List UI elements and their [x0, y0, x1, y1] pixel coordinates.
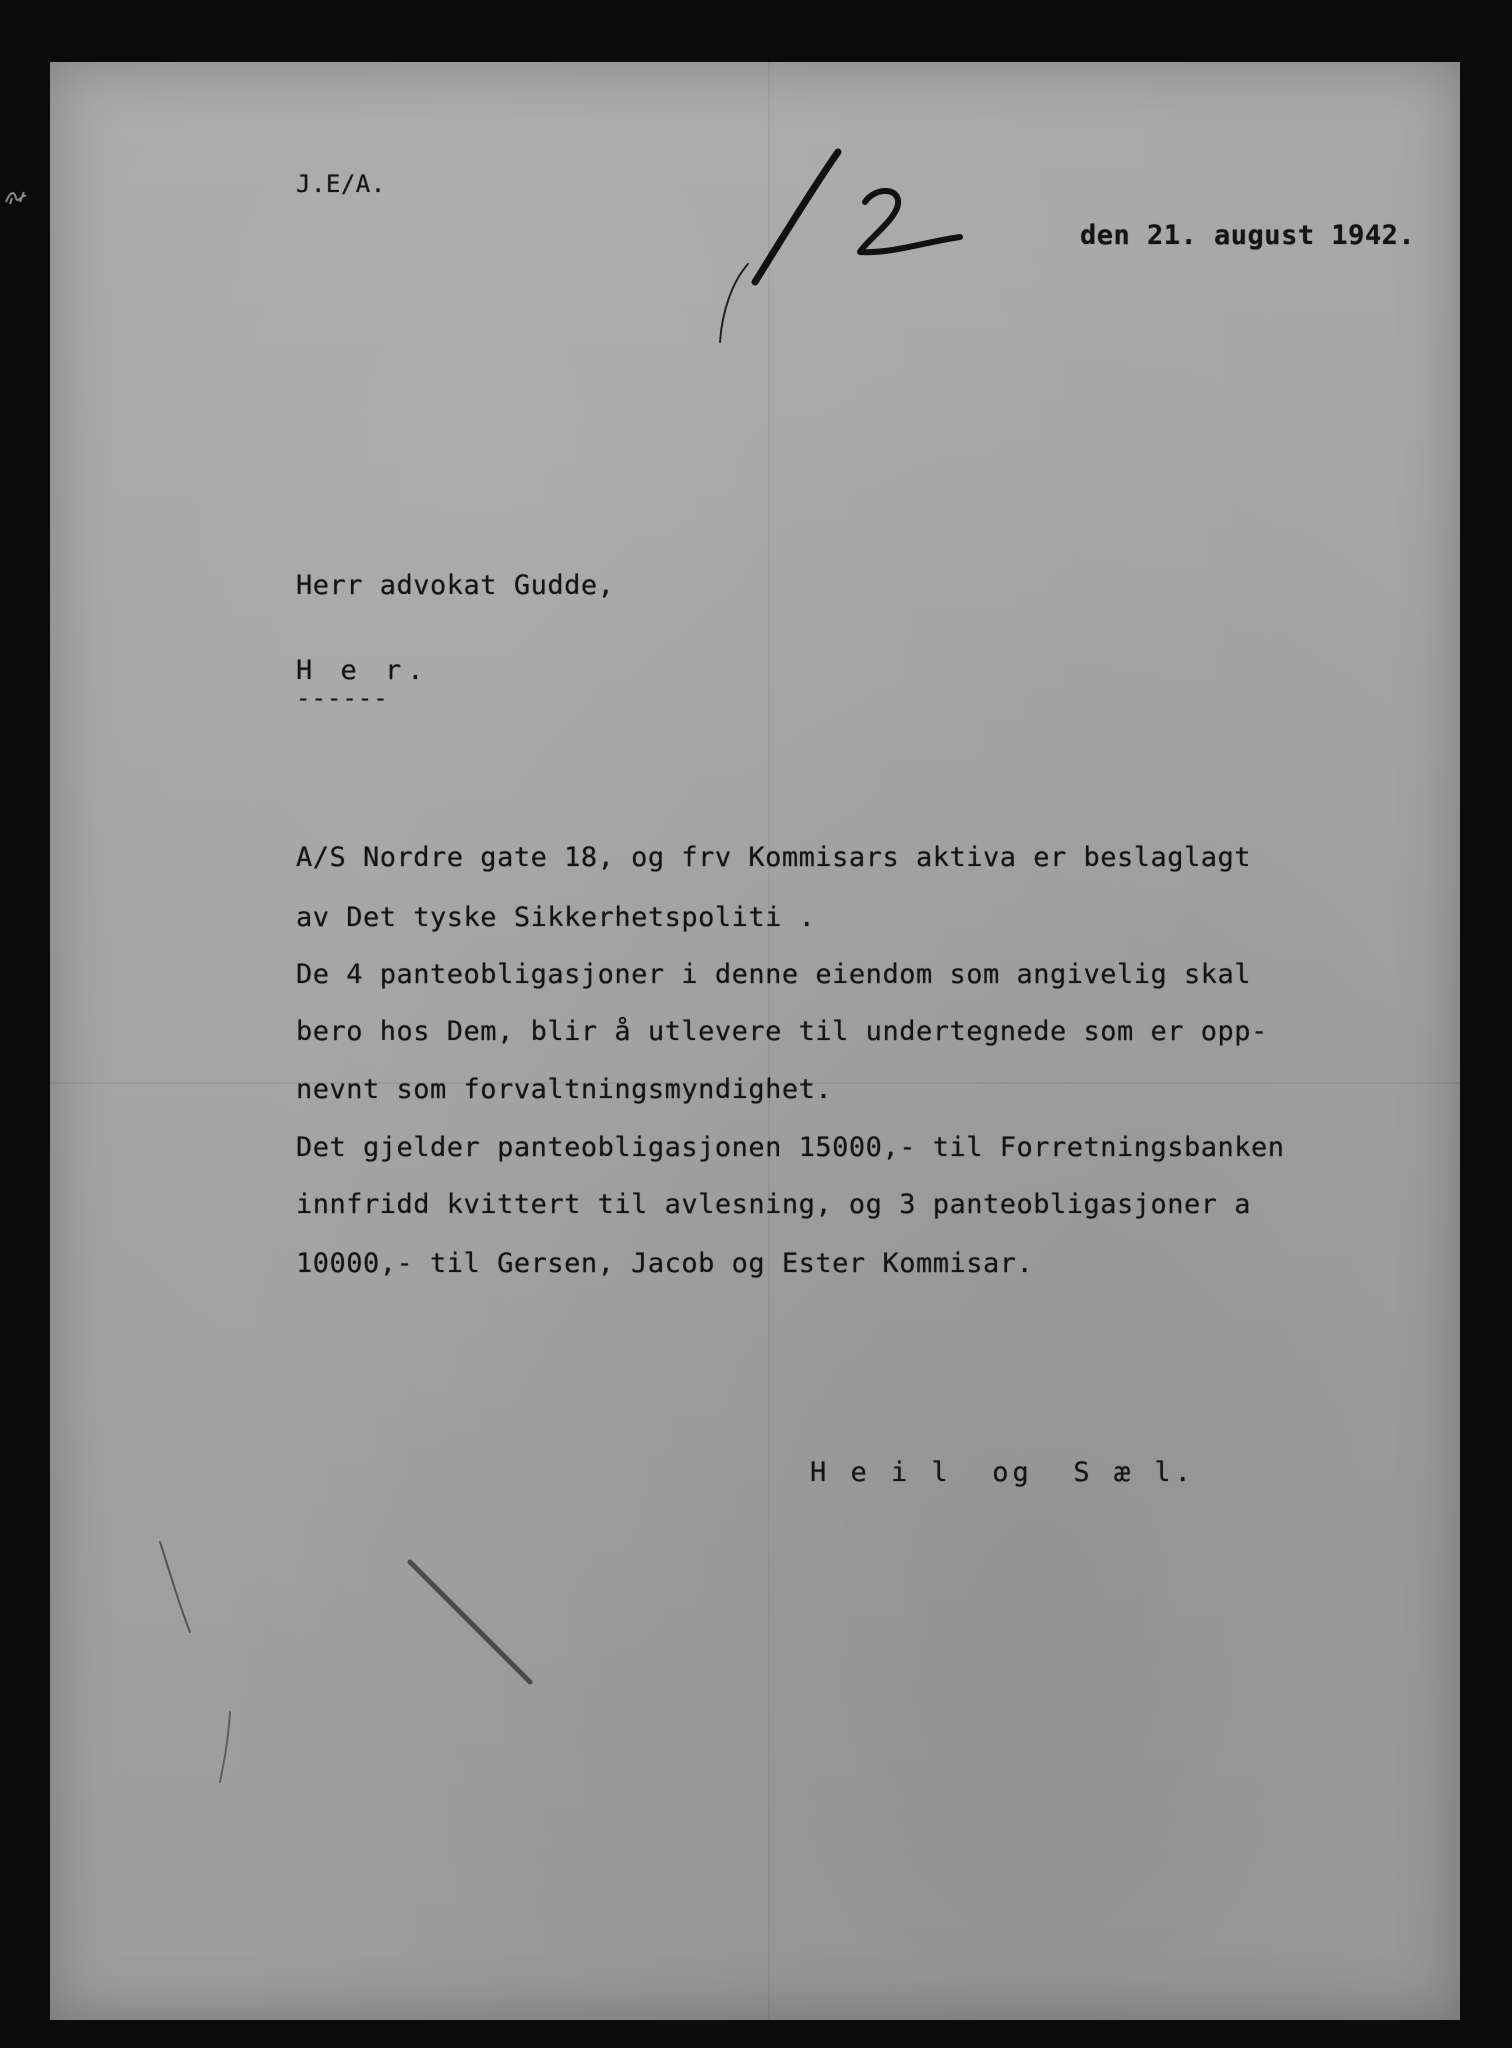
closing-salute: H e i l og S æ l.: [810, 1457, 1195, 1488]
letter-paper: [50, 62, 1460, 2020]
letter-date: den 21. august 1942.: [1080, 220, 1416, 251]
body-line-1: A/S Nordre gate 18, og frv Kommisars aktiva er beslaglagt: [296, 842, 1252, 873]
pencil-mark-tiny: [210, 1702, 250, 1792]
body-line-8: 10000,- til Gersen, Jacob og Ester Kommisar.: [296, 1248, 1034, 1279]
place-underline: ------: [296, 684, 389, 712]
body-line-5: nevnt som forvaltningsmyndighet.: [296, 1074, 833, 1105]
body-line-2: av Det tyske Sikkerhetspoliti .: [296, 902, 816, 933]
body-line-6: Det gjelder panteobligasjonen 15000,- til Forretningsbanken: [296, 1132, 1285, 1163]
body-line-4: bero hos Dem, blir å utlevere til undertegnede som er opp-: [296, 1016, 1268, 1047]
pencil-mark: [390, 1542, 550, 1692]
reference-code: J.E/A.: [296, 170, 386, 198]
place-line: H e r.: [296, 655, 430, 686]
body-line-7: innfridd kvittert til avlesning, og 3 panteobligasjoner a: [296, 1189, 1252, 1220]
recipient-line: Herr advokat Gudde,: [296, 570, 615, 601]
body-line-3: De 4 panteobligasjoner i denne eiendom som angivelig skal: [296, 959, 1252, 990]
handwritten-page-number: [660, 132, 990, 362]
margin-stamp-mark: [2, 184, 32, 210]
pencil-mark-small: [150, 1532, 210, 1652]
